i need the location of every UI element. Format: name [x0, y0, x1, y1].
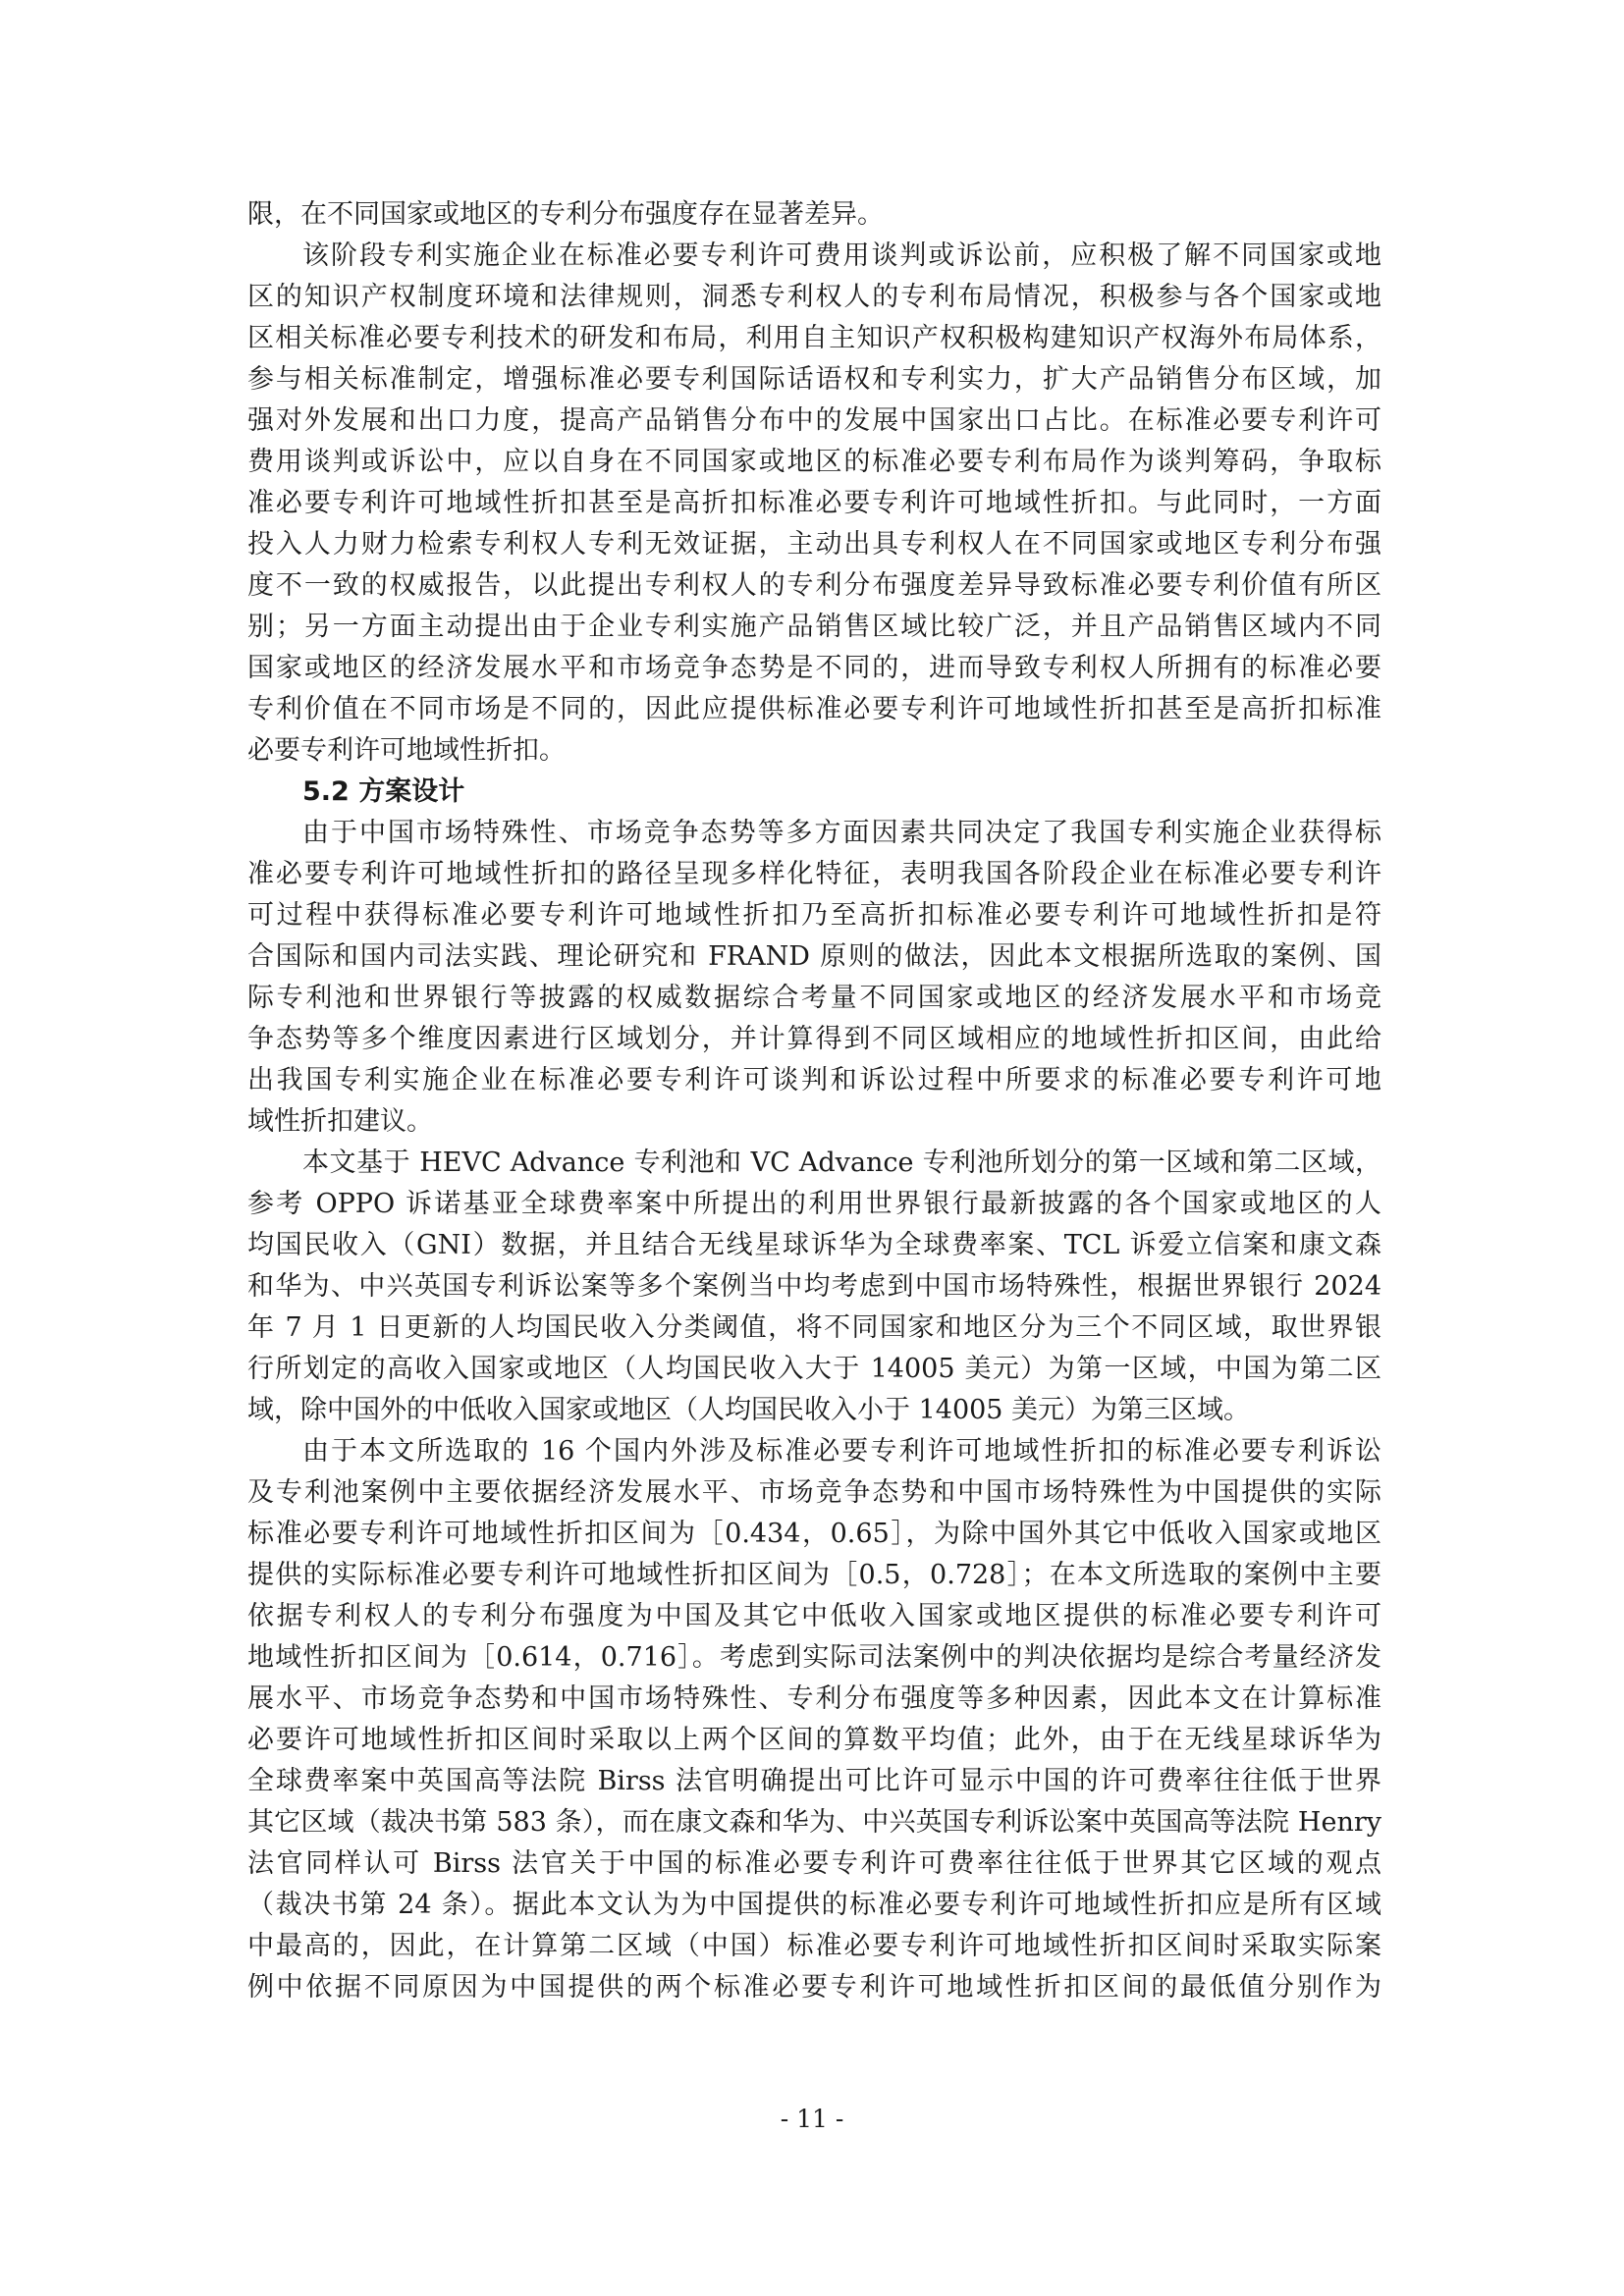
paragraph-line: 准必要专利许可地域性折扣甚至是高折扣标准必要专利许可地域性折扣。与此同时，一方面 [247, 488, 1381, 518]
paragraph-line: 强对外发展和出口力度，提高产品销售分布中的发展中国家出口占比。在标准必要专利许可 [247, 405, 1381, 436]
section-heading: 5.2 方案设计 [302, 776, 465, 807]
paragraph-line: 由于本文所选取的 16 个国内外涉及标准必要专利许可地域性折扣的标准必要专利诉讼 [302, 1436, 1381, 1467]
paragraph-line: 出我国专利实施企业在标准必要专利许可谈判和诉讼过程中所要求的标准必要专利许可地 [247, 1065, 1381, 1095]
paragraph-line: 参考 OPPO 诉诺基亚全球费率案中所提出的利用世界银行最新披露的各个国家或地区的人 [247, 1189, 1381, 1219]
body-text [247, 194, 1381, 2008]
paragraph-line: 标准必要专利许可地域性折扣区间为［0.434，0.65］，为除中国外其它中低收入国家或地区 [247, 1519, 1381, 1549]
paragraph-line: 国家或地区的经济发展水平和市场竞争态势是不同的，进而导致专利权人所拥有的标准必要 [247, 653, 1381, 683]
paragraph-line: 争态势等多个维度因素进行区域划分，并计算得到不同区域相应的地域性折扣区间，由此给 [247, 1024, 1381, 1054]
paragraph-line: 全球费率案中英国高等法院 Birss 法官明确提出可比许可显示中国的许可费率往往低于世界 [247, 1766, 1381, 1796]
paragraph-line: 专利价值在不同市场是不同的，因此应提供标准必要专利许可地域性折扣甚至是高折扣标准 [247, 694, 1381, 724]
paragraph-line: 提供的实际标准必要专利许可地域性折扣区间为［0.5，0.728］；在本文所选取的案例中主要 [247, 1560, 1381, 1590]
paragraph-line: 本文基于 HEVC Advance 专利池和 VC Advance 专利池所划分的第一区域和第二区域， [302, 1148, 1381, 1178]
paragraph-line: 合国际和国内司法实践、理论研究和 FRAND 原则的做法，因此本文根据所选取的案例、国 [247, 941, 1381, 972]
paragraph-line: 参与相关标准制定，增强标准必要专利国际话语权和专利实力，扩大产品销售分布区域，加 [247, 364, 1381, 395]
paragraph-line: 域性折扣建议。 [247, 1106, 433, 1137]
paragraph-line: 必要专利许可地域性折扣。 [247, 735, 566, 766]
paragraph-line: 中最高的，因此，在计算第二区域（中国）标准必要专利许可地域性折扣区间时采取实际案 [247, 1931, 1381, 1961]
paragraph-line: 年 7 月 1 日更新的人均国民收入分类阈值，将不同国家和地区分为三个不同区域，取世界银 [247, 1312, 1381, 1343]
paragraph-line: 区相关标准必要专利技术的研发和布局，利用自主知识产权积极构建知识产权海外布局体系， [247, 323, 1381, 353]
paragraph-line: 行所划定的高收入国家或地区（人均国民收入大于 14005 美元）为第一区域，中国为第二区 [247, 1354, 1381, 1384]
paragraph-line: 际专利池和世界银行等披露的权威数据综合考量不同国家或地区的经济发展水平和市场竞 [247, 983, 1381, 1013]
paragraph-line: 区的知识产权制度环境和法律规则，洞悉专利权人的专利布局情况，积极参与各个国家或地 [247, 282, 1381, 312]
paragraph-line: 依据专利权人的专利分布强度为中国及其它中低收入国家或地区提供的标准必要专利许可 [247, 1601, 1381, 1631]
paragraph-line: 可过程中获得标准必要专利许可地域性折扣乃至高折扣标准必要专利许可地域性折扣是符 [247, 900, 1381, 931]
paragraph-line: 域，除中国外的中低收入国家或地区（人均国民收入小于 14005 美元）为第三区域。 [247, 1395, 1251, 1425]
paragraph-line: 限，在不同国家或地区的专利分布强度存在显著差异。 [247, 199, 884, 230]
paragraph-line: 及专利池案例中主要依据经济发展水平、市场竞争态势和中国市场特殊性为中国提供的实际 [247, 1477, 1381, 1508]
paragraph-line: 展水平、市场竞争态势和中国市场特殊性、专利分布强度等多种因素，因此本文在计算标准 [247, 1683, 1381, 1714]
page-number: - 11 - [780, 2105, 844, 2133]
paragraph-line: 例中依据不同原因为中国提供的两个标准必要专利许可地域性折扣区间的最低值分别作为 [247, 1972, 1381, 2002]
paragraph-line: 由于中国市场特殊性、市场竞争态势等多方面因素共同决定了我国专利实施企业获得标 [302, 818, 1381, 848]
paragraph-line: 度不一致的权威报告，以此提出专利权人的专利分布强度差异导致标准必要专利价值有所区 [247, 570, 1381, 601]
paragraph-line: 费用谈判或诉讼中，应以自身在不同国家或地区的标准必要专利布局作为谈判筹码，争取标 [247, 447, 1381, 477]
paragraph-line: 和华为、中兴英国专利诉讼案等多个案例当中均考虑到中国市场特殊性，根据世界银行 2024 [247, 1271, 1381, 1302]
paragraph-line: 必要许可地域性折扣区间时采取以上两个区间的算数平均值；此外，由于在无线星球诉华为 [247, 1725, 1381, 1755]
paragraph-line: 该阶段专利实施企业在标准必要专利许可费用谈判或诉讼前，应积极了解不同国家或地 [302, 240, 1381, 271]
paragraph-line: 准必要专利许可地域性折扣的路径呈现多样化特征，表明我国各阶段企业在标准必要专利许 [247, 859, 1381, 889]
paragraph-line: 法官同样认可 Birss 法官关于中国的标准必要专利许可费率往往低于世界其它区域的观点 [247, 1848, 1381, 1879]
paragraph-line: 地域性折扣区间为［0.614，0.716］。考虑到实际司法案例中的判决依据均是综合考量经济发 [247, 1642, 1381, 1673]
paragraph-line: 别；另一方面主动提出由于企业专利实施产品销售区域比较广泛，并且产品销售区域内不同 [247, 612, 1381, 642]
paragraph-line: 均国民收入（GNI）数据，并且结合无线星球诉华为全球费率案、TCL 诉爱立信案和康文森 [247, 1230, 1381, 1260]
paragraph-line: 其它区域（裁决书第 583 条），而在康文森和华为、中兴英国专利诉讼案中英国高等法院 Henry [247, 1807, 1381, 1838]
paragraph-line: （裁决书第 24 条）。据此本文认为为中国提供的标准必要专利许可地域性折扣应是所有区域 [247, 1890, 1381, 1920]
paragraph-line: 投入人力财力检索专利权人专利无效证据，主动出具专利权人在不同国家或地区专利分布强 [247, 529, 1381, 560]
